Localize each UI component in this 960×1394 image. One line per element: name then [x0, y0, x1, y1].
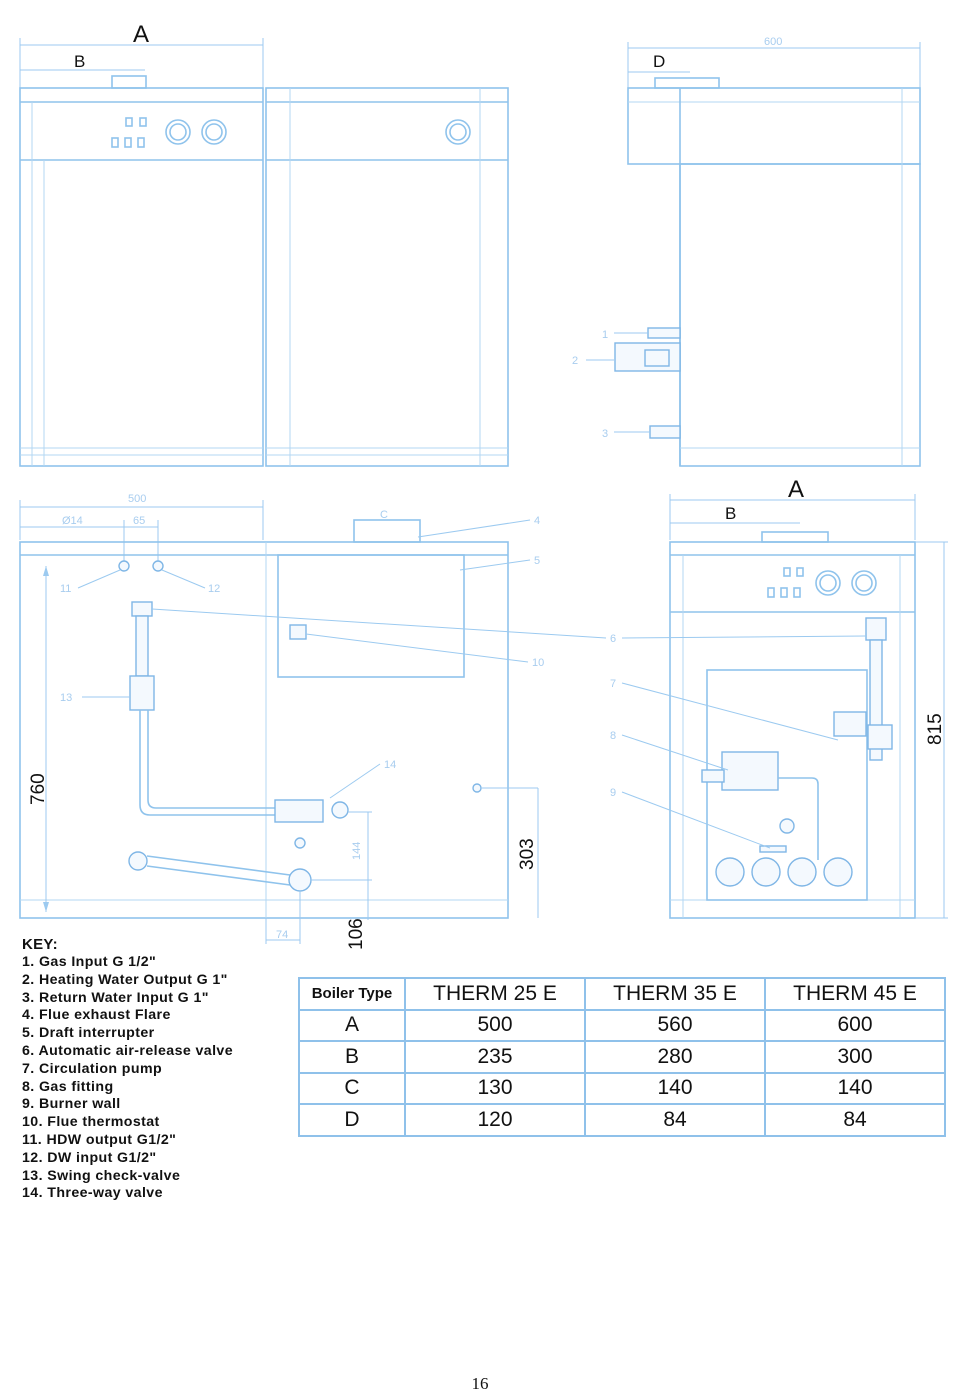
callout-1: 1	[602, 329, 609, 341]
callout-7: 7	[610, 678, 617, 690]
key-title: KEY:	[22, 936, 58, 953]
callout-13: 13	[60, 692, 73, 704]
callout-5: 5	[534, 555, 541, 567]
key-item: 13. Swing check-valve	[22, 1167, 181, 1184]
row-label: C	[299, 1073, 405, 1105]
dim-d14-label: Ø14	[62, 515, 83, 527]
callout-10: 10	[532, 657, 545, 669]
table-header-cell: THERM 35 E	[585, 978, 765, 1010]
table-cell: 300	[765, 1041, 945, 1073]
callout-6: 6	[610, 633, 617, 645]
dim-a-label: A	[133, 21, 150, 48]
dim-c-label: C	[380, 509, 388, 521]
callout-2: 2	[572, 355, 579, 367]
table-cell: 84	[585, 1104, 765, 1136]
section-view	[610, 476, 948, 918]
table-cell: 600	[765, 1010, 945, 1042]
dimensions-table	[298, 977, 946, 1137]
page-number: 16	[471, 1374, 489, 1393]
dim-144-label: 144	[351, 841, 363, 860]
table-cell: 560	[585, 1010, 765, 1042]
table-cell: 130	[405, 1073, 585, 1105]
dim-500-label: 500	[128, 493, 147, 505]
table-row	[299, 1010, 945, 1042]
table-header-cell: THERM 45 E	[765, 978, 945, 1010]
table-cell: 500	[405, 1010, 585, 1042]
dim-106-label: 106	[346, 918, 367, 950]
side-view-top	[572, 36, 920, 466]
dim-b2-label: B	[725, 504, 737, 523]
dim-74-label: 74	[276, 929, 289, 941]
callout-12: 12	[208, 583, 221, 595]
key-item: 9. Burner wall	[22, 1096, 121, 1113]
key-item: 12. DW input G1/2"	[22, 1149, 157, 1166]
table-cell: 84	[765, 1104, 945, 1136]
table-header-cell: Boiler Type	[299, 978, 405, 1010]
table-row	[299, 1041, 945, 1073]
dim-a2-label: A	[788, 476, 805, 503]
key-item: 11. HDW output G1/2"	[22, 1131, 177, 1148]
dim-b-label: B	[74, 52, 86, 71]
row-label: B	[299, 1041, 405, 1073]
dim-d-label: D	[653, 52, 666, 71]
dim-760-label: 760	[28, 773, 49, 805]
table-cell: 235	[405, 1041, 585, 1073]
callout-11: 11	[60, 583, 72, 595]
dim-303-label: 303	[517, 838, 538, 870]
row-label: D	[299, 1104, 405, 1136]
dim-815-label: 815	[925, 713, 946, 745]
table-header-row	[299, 978, 945, 1010]
key-item: 10. Flue thermostat	[22, 1114, 160, 1131]
table-cell: 280	[585, 1041, 765, 1073]
key-item: 5. Draft interrupter	[22, 1025, 155, 1042]
dim-65-label: 65	[133, 515, 146, 527]
key-item: 3. Return Water Input G 1"	[22, 989, 209, 1006]
key-item: 2. Heating Water Output G 1"	[22, 971, 228, 988]
table-row	[299, 1073, 945, 1105]
key-item: 4. Flue exhaust Flare	[22, 1007, 171, 1024]
key-list	[22, 954, 233, 1203]
key-item: 7. Circulation pump	[22, 1060, 163, 1077]
key-item: 8. Gas fitting	[22, 1078, 114, 1095]
callout-14: 14	[384, 759, 397, 771]
callout-4: 4	[534, 515, 541, 527]
key-item: 6. Automatic air-release valve	[22, 1042, 233, 1059]
callout-3: 3	[602, 428, 609, 440]
key-item: 14. Three-way valve	[22, 1185, 163, 1202]
front-view-top	[20, 21, 508, 466]
table-cell: 140	[585, 1073, 765, 1105]
table-cell: 120	[405, 1104, 585, 1136]
callout-8: 8	[610, 730, 617, 742]
table-header-cell: THERM 25 E	[405, 978, 585, 1010]
row-label: A	[299, 1010, 405, 1042]
table-row	[299, 1104, 945, 1136]
key-legend	[22, 936, 233, 1203]
internal-view	[20, 493, 606, 950]
table-cell: 140	[765, 1073, 945, 1105]
dim-600-label: 600	[764, 36, 783, 48]
callout-9: 9	[610, 787, 617, 799]
key-item: 1. Gas Input G 1/2"	[22, 954, 157, 970]
